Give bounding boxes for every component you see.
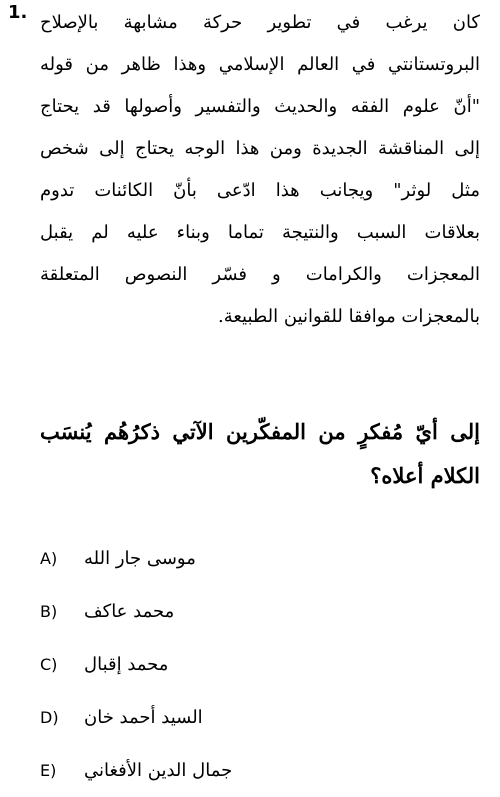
option-text: محمد إقبال [84,654,169,675]
option-b[interactable] [40,585,260,638]
option-letter: D) [40,708,59,727]
passage-line: كان يرغب في تطوير حركة مشابهة بالإصلاح [40,12,480,33]
passage-line: المعجزات والكرامات و فسّر النصوص المتعلقة [40,264,480,285]
passage-line: بعلاقات السبب والنتيجة تماما وبناء عليه لم يقبل [40,222,480,243]
question-number: 1. [8,2,28,23]
option-letter: E) [40,761,57,780]
option-e[interactable] [40,744,260,797]
answer-options [40,532,260,797]
option-text: السيد أحمد خان [84,707,203,728]
passage-line: بالمعجزات موافقا للقوانين الطبيعة. [217,306,480,327]
option-letter: C) [40,655,58,674]
option-a[interactable] [40,532,260,585]
option-text: جمال الدين الأفغاني [84,760,233,781]
passage-line: إلى المناقشة الجديدة ومن هذا الوجه يحتاج إلى شخص [40,138,480,159]
question-line: الكلام أعلاه؟ [370,463,480,488]
passage-line: مثل لوثر" ويجانب هذا ادّعى بأنّ الكائنات تدوم [40,180,480,201]
option-text: محمد عاكف [84,601,175,622]
option-text: موسى جار الله [84,548,196,569]
option-letter: B) [40,602,58,621]
passage-line: البروتستانتي في العالم الإسلامي وهذا ظاهر من قوله [40,54,480,75]
option-letter: A) [40,549,58,568]
question-line: إلى أيّ مُفكرٍ من المفكّرين الآتي ذكرُهُم يُنسَب [40,419,480,444]
passage-line: "أنّ علوم الفقه والحديث والتفسير وأصولها قد يحتاج [40,96,480,117]
option-c[interactable] [40,638,260,691]
question-stem [40,410,480,498]
option-d[interactable] [40,691,260,744]
passage [40,2,480,338]
